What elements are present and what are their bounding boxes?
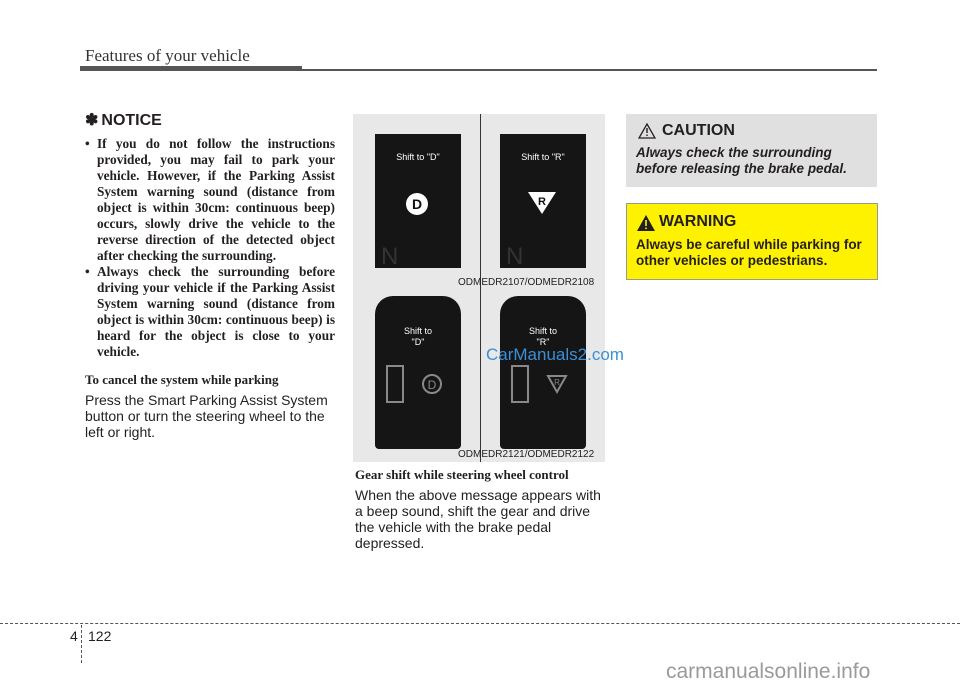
bullet-text: If you do not follow the instructions provided, you may fail to park your vehicle. However, if the Parking Assist System warning sound (distance from object is within 30cm: continuous beep) occurs, slowly drive the vehicle to the reverse direction of the detected object after checking the surrounding.	[97, 136, 335, 263]
footer-dashed-divider	[81, 625, 82, 663]
footer-dashed-rule	[0, 623, 960, 624]
gear-letter: R	[538, 196, 546, 208]
figure-divider	[480, 114, 481, 462]
warning-title: WARNING	[659, 213, 737, 230]
cancel-text: Press the Smart Parking Assist System button or turn the steering wheel to the left or right.	[85, 392, 328, 440]
figure-caption: Gear shift while steering wheel control	[355, 467, 569, 482]
footer-watermark: carmanualsonline.info	[666, 660, 871, 683]
page-number: 122	[88, 628, 112, 644]
notice-heading	[85, 110, 335, 130]
gear-letter: D	[427, 378, 437, 392]
caution-box	[626, 114, 877, 187]
gear-letter: D	[411, 196, 423, 212]
notice-bullet-2	[85, 264, 335, 360]
screen-label-line1: Shift to	[403, 326, 432, 336]
bg-gear-letter: N	[381, 243, 399, 268]
cancel-heading: To cancel the system while parking	[85, 372, 279, 387]
notice-star-icon: ✽	[85, 112, 99, 129]
gear-shift-r-icon	[500, 296, 586, 449]
notice-bullet-1	[85, 136, 335, 264]
gear-shift-d-icon	[375, 296, 461, 449]
watermark-mid: CarManuals2.com	[486, 345, 624, 364]
notice-section	[85, 110, 335, 440]
screen-label: Shift to "D"	[396, 152, 440, 162]
warning-box	[626, 203, 878, 280]
screen-label-line1: Shift to	[528, 326, 557, 336]
caution-title: CAUTION	[662, 122, 735, 139]
screen-label-line2: "D"	[411, 337, 425, 347]
screen-top-right	[500, 134, 586, 268]
notice-title: NOTICE	[101, 112, 162, 129]
warning-triangle-icon	[636, 214, 656, 232]
header-rule-thin	[302, 69, 877, 71]
figure-code-bottom: ODMEDR2121/ODMEDR2122	[458, 449, 595, 460]
caution-triangle-icon	[638, 123, 656, 139]
gear-letter: R	[554, 378, 560, 387]
bullet-dot: •	[85, 136, 90, 151]
screen-bottom-right	[500, 296, 586, 449]
figure-code-top: ODMEDR2107/ODMEDR2108	[458, 277, 595, 288]
screen-top-left	[375, 134, 461, 268]
bg-gear-letter: N	[506, 243, 524, 268]
bullet-text: Always check the surrounding before driving your vehicle if the Parking Assist System warning sound (distance from object is within 30cm: continuous beep) is heard for the object is close to your vehicle.	[97, 264, 335, 359]
header-rule-thick	[80, 66, 302, 71]
gear-r-icon	[500, 134, 586, 268]
page-header-title: Features of your vehicle	[85, 46, 250, 65]
screen-label-line2: "R"	[536, 337, 550, 347]
caution-text: Always check the surrounding before releasing the brake pedal.	[636, 145, 847, 176]
screen-label: Shift to "R"	[521, 152, 565, 162]
chapter-number: 4	[70, 628, 78, 644]
screen-bottom-left	[375, 296, 461, 449]
warning-text: Always be careful while parking for other vehicles or pedestrians.	[636, 237, 862, 268]
gear-d-icon	[375, 134, 461, 268]
bullet-dot: •	[85, 264, 90, 279]
figure-text: When the above message appears with a beep sound, shift the gear and drive the vehicle with the brake pedal depressed.	[355, 487, 601, 551]
